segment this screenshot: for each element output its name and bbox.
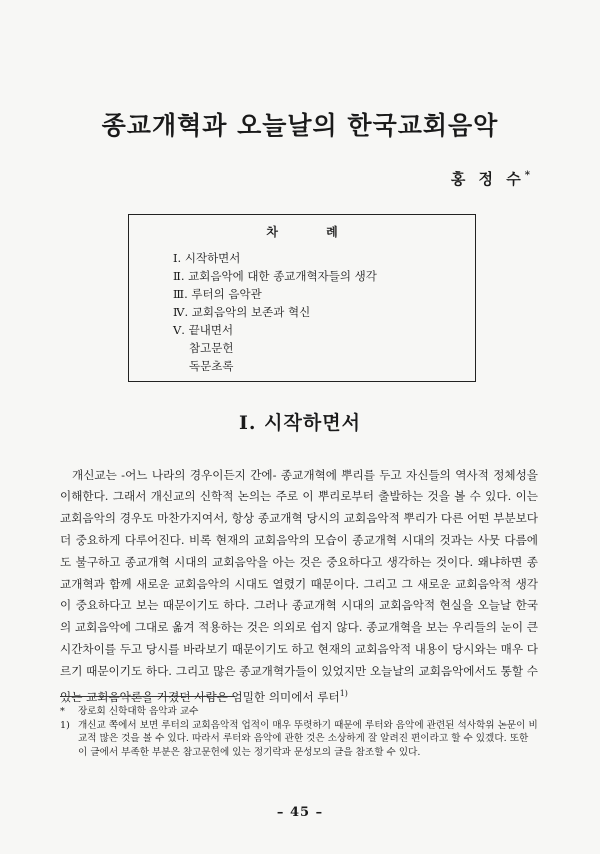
article-title: 종교개혁과 오늘날의 한국교회음악: [101, 111, 499, 140]
footnote-mark: *: [60, 706, 65, 717]
footnote: [60, 705, 538, 719]
footnote-divider: [60, 696, 235, 697]
author-footnote-mark: *: [524, 170, 530, 181]
toc-list: [173, 249, 377, 375]
footnote-text: 개신교 쪽에서 보면 루터의 교회음악적 업적이 매우 뚜렷하기 때문에 루터와 음악에 관련된 석사학위 논문이 비교적 많은 것을 볼 수 있다. 따라서 루터와 음악에 관한 것은 소상하게 잘 알려진 편이라고 할 수 있겠다. 또한 이 글에서 부족한 부분은 참고문헌에 있는 정기락과 문성모의 글을 참조할 수 있다.: [78, 719, 538, 758]
toc-item: Ⅳ. 교회음악의 보존과 혁신: [173, 305, 311, 319]
page-number: – 45 –: [276, 805, 324, 820]
toc-item: Ⅰ. 시작하면서: [173, 251, 241, 265]
footnote-mark: 1): [60, 719, 70, 731]
toc-sub-item: 독문초록: [189, 359, 234, 373]
body-paragraph-text: 개신교는 -어느 나라의 경우이든지 간에- 종교개혁에 뿌리를 두고 자신들의 역사적 정체성을 이해한다. 그래서 개신교의 신학적 논의는 주로 이 뿌리로부터 출발하는 것을 볼 수 있다. 이는 교회음악의 경우도 마찬가지여서, 항상 종교개혁 당시의 교회음악적 뿌리가 다른 어떤 부분보다 더 중요하게 다루어진다. 비록 현재의 교회음악의 모습이 종교개혁 시대의 것과는 사뭇 다름에도 불구하고 종교개혁 시대의 교회음악을 아는 것은 중요하다고 생각하는 것이다. 왜냐하면 종교개혁과 함께 새로운 교회음악의 시대도 열렸기 때문이다. 그리고 그 새로운 교회음악적 생각이 중요하다고 보는 때문이기도 하다. 그러나 종교개혁 시대의 교회음악적 현실을 오늘날 한국의 교회음악에 그대로 옮겨 적용하는 것은 의외로 쉽지 않다. 종교개혁을 보는 우리들의 눈이 큰 시간차이를 두고 당시를 바라보기 때문이기도 하고 현재의 교회음악적 내용이 당시와는 매우 다르기 때문이기도 하다. 그리고 많은 종교개혁가들이 있었지만 오늘날의 교회음악에서도 통할 수 있는 교회음악론을 가졌던 사람은 엄밀한 의미에서 루터: [60, 467, 538, 704]
table-of-contents: [128, 214, 476, 382]
footnotes: [60, 705, 538, 759]
section-heading: Ⅰ. 시작하면서: [239, 412, 361, 434]
author-name-text: 홍 정 수: [450, 170, 525, 188]
footnote-text: 장로회 신학대학 음악과 교수: [78, 706, 199, 717]
footnote: [60, 719, 538, 760]
toc-item: Ⅱ. 교회음악에 대한 종교개혁자들의 생각: [173, 269, 377, 283]
toc-heading: 차 례: [266, 225, 360, 239]
author-name: [451, 168, 530, 189]
body-paragraph: [60, 465, 538, 709]
footnote-reference: 1): [339, 688, 348, 698]
toc-item: Ⅲ. 루터의 음악관: [173, 287, 262, 301]
toc-sub-item: 참고문헌: [189, 341, 234, 355]
toc-item: Ⅴ. 끝내면서: [173, 323, 234, 337]
